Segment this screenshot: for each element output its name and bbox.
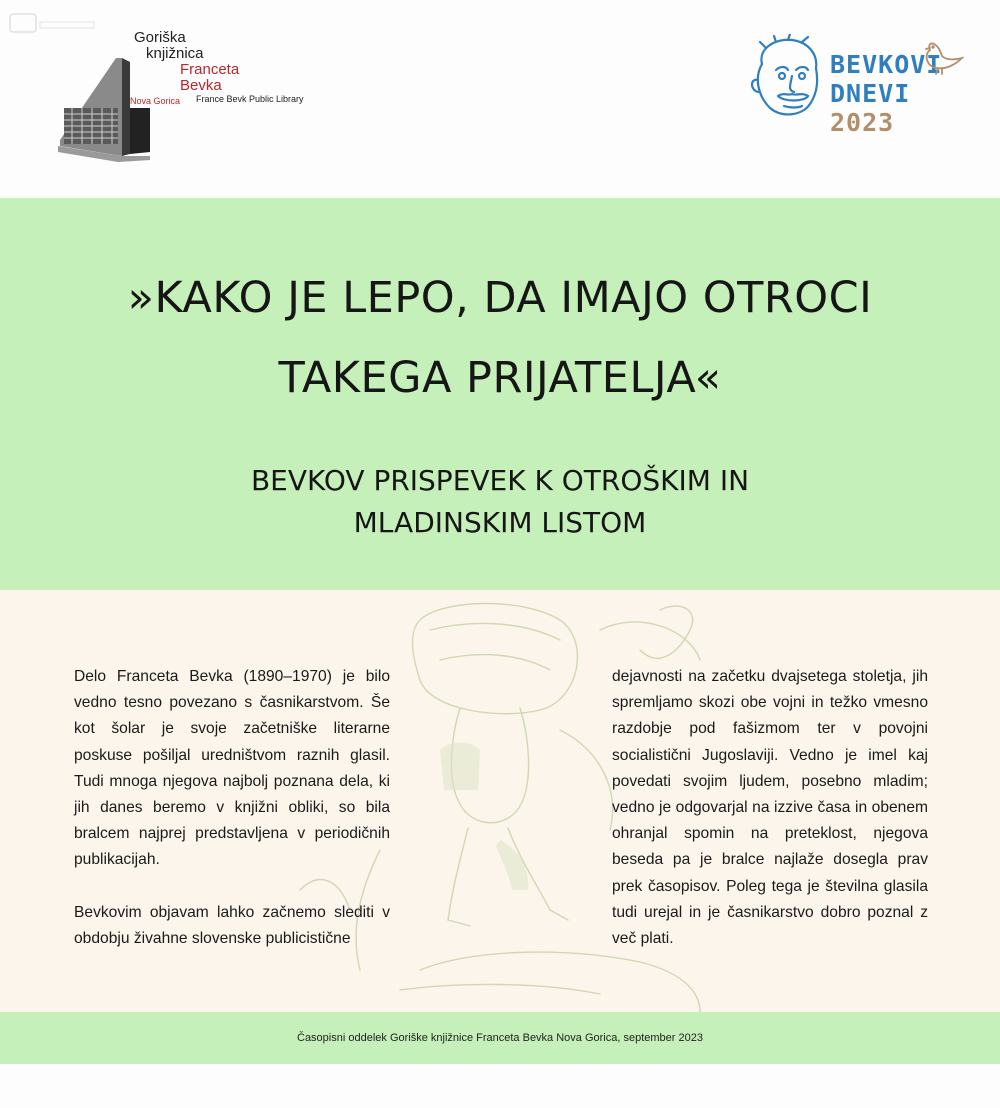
- footer-credit: Časopisni oddelek Goriške knjižnice Franceta Bevka Nova Gorica, september 2023: [297, 1032, 703, 1044]
- body-column-left: [74, 664, 390, 978]
- header: [0, 0, 1000, 198]
- page-subtitle-line2: MLADINSKIM LISTOM: [353, 506, 647, 539]
- body-column-right: [612, 664, 928, 978]
- footer-band: [0, 1012, 1000, 1064]
- body-paragraph-1: Delo Franceta Bevka (1890–1970) je bilo vedno tesno povezano s časnikarstvom. Še kot šolar je svoje začetniške literarne poskuse pošiljal uredništvom raznih glasil. Tudi mnoga njegova najbolj poznana dela, ki jih danes beremo v knjižni obliki, so bila bralcem najprej predstavljena v periodičnih publikacijah.: [74, 668, 390, 869]
- library-name-line1: Goriška: [134, 29, 186, 46]
- event-title-word1: BEVKOVI: [830, 50, 943, 79]
- page-subtitle: [40, 460, 960, 544]
- library-city: Nova Gorica: [130, 96, 181, 106]
- event-title-line2: [830, 79, 968, 137]
- library-logo: [58, 28, 318, 168]
- page-title: [40, 258, 960, 418]
- body-paragraph-2-continued: dejavnosti na začetku dvajsetega stoletja, jih spremljamo skozi obe vojni in težko vmesno razdobje pod fašizmom ter v povojni socialistični Jugoslaviji. Vedno je imel kaj povedati svojim ljudem, posebno mladim; vedno je odgovarjal na izzive časa in obenem ohranjal spomin na preteklost, njegova beseda pa je bralce najlaže dosegla prav prek časopisov. Poleg tega je številna glasila tudi urejal in je časnikarstvo dobro poznal z več plati.: [612, 668, 928, 948]
- body-paragraph-2-start: Bevkovim objavam lahko začnemo slediti v obdobju živahne slovenske publicistične: [74, 903, 390, 947]
- library-name-english: France Bevk Public Library: [196, 94, 304, 104]
- bird-icon: [920, 40, 964, 76]
- bevk-face-icon: [748, 34, 828, 124]
- bevkovi-dnevi-logo: [748, 34, 968, 137]
- library-name-line4: Bevka: [180, 77, 222, 94]
- event-title-word2: DNEVI: [830, 79, 911, 108]
- library-name: [134, 30, 304, 105]
- bottom-margin: [0, 1064, 1000, 1108]
- page-subtitle-line1: BEVKOV PRISPEVEK K OTROŠKIM IN: [250, 464, 750, 497]
- page-title-line1: »KAKO JE LEPO, DA IMAJO OTROCI: [127, 273, 873, 323]
- watermark-icon: [8, 10, 98, 36]
- content-area: [0, 590, 1000, 1012]
- event-year: 2023: [830, 108, 895, 137]
- library-name-line3: Franceta: [180, 61, 240, 78]
- library-name-line2: knjižnica: [146, 45, 204, 62]
- page-title-line2: TAKEGA PRIJATELJA«: [278, 353, 722, 403]
- corner-watermark: [8, 10, 98, 39]
